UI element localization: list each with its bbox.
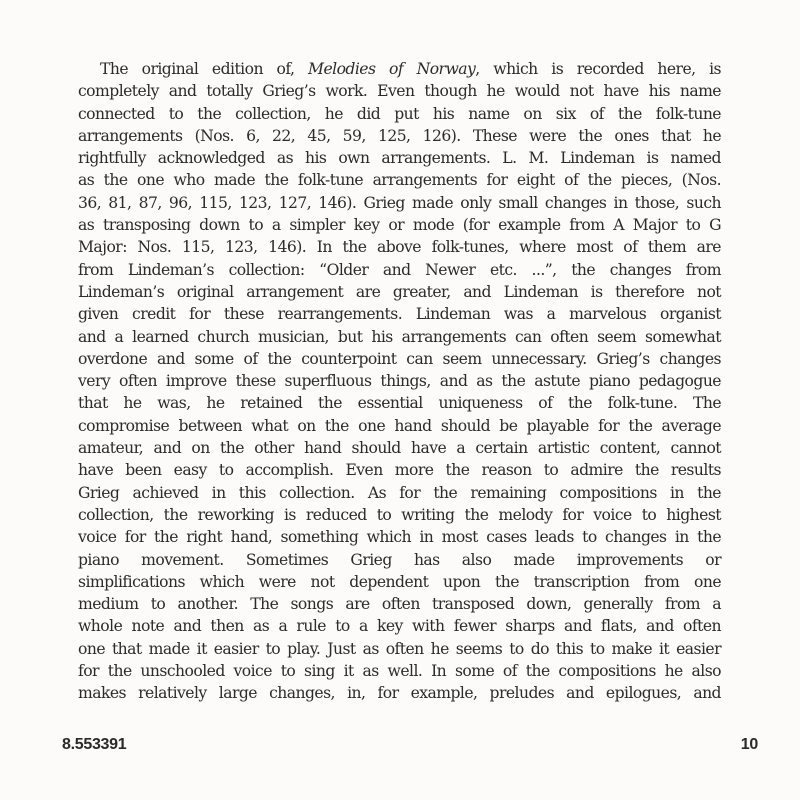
text-segment: Major: Nos. 115, 123, 146). In the above folk-tunes, where most of them are: [78, 238, 721, 257]
text-line: [78, 348, 721, 370]
text-segment: Grieg achieved in this collection. As for the remaining compositions in the: [78, 483, 721, 502]
text-line: [78, 660, 721, 682]
text-line: [78, 615, 721, 637]
text-line: [78, 482, 721, 504]
text-segment: makes relatively large changes, in, for example, preludes and epilogues, and: [78, 684, 721, 703]
text-segment: collection, the reworking is reduced to writing the melody for voice to highest: [78, 505, 721, 524]
text-line: [78, 80, 721, 102]
text-segment: medium to another. The songs are often transposed down, generally from a: [78, 595, 721, 614]
text-segment: , which is recorded here, is: [475, 60, 721, 78]
text-line: [78, 58, 721, 80]
text-line: [78, 214, 721, 236]
text-segment: given credit for these rearrangements. Lindeman was a marvelous organist: [78, 305, 721, 324]
text-line: [78, 281, 721, 303]
catalog-number: 8.553391: [62, 736, 127, 753]
text-line: [78, 526, 721, 548]
text-segment: one that made it easier to play. Just as often he seems to do this to make it easier: [78, 639, 721, 658]
text-line: [78, 437, 721, 459]
text-line: [78, 504, 721, 526]
text-segment: completely and totally Grieg’s work. Even though he would not have his name: [78, 82, 721, 101]
text-segment: piano movement. Sometimes Grieg has also made improvements or: [78, 550, 721, 569]
text-line: [78, 169, 721, 191]
text-line: [78, 147, 721, 169]
text-line: [78, 259, 721, 281]
text-segment: as the one who made the folk-tune arrangements for eight of the pieces, (Nos.: [78, 171, 721, 190]
text-segment: rightfully acknowledged as his own arrangements. L. M. Lindeman is named: [78, 149, 721, 168]
work-title: Melodies of Norway: [308, 60, 476, 78]
text-segment: that he was, he retained the essential uniqueness of the folk-tune. The: [78, 394, 721, 413]
text-line: [78, 192, 721, 214]
text-segment: simplifications which were not dependent upon the transcription from one: [78, 572, 721, 591]
text-segment: as transposing down to a simpler key or mode (for example from A Major to G: [78, 216, 721, 235]
text-line: [78, 236, 721, 258]
text-line: [78, 593, 721, 615]
text-segment: 36, 81, 87, 96, 115, 123, 127, 146). Grieg made only small changes in those, such: [78, 193, 721, 212]
text-line: [78, 549, 721, 571]
text-segment: The original edition of,: [100, 60, 309, 78]
text-segment: have been easy to accomplish. Even more the reason to admire the results: [78, 461, 721, 480]
text-line: [78, 682, 721, 704]
text-segment: compromise between what on the one hand should be playable for the average: [78, 416, 721, 435]
text-segment: and a learned church musician, but his arrangements can often seem somewhat: [78, 327, 721, 346]
text-segment: whole note and then as a rule to a key with fewer sharps and flats, and often: [78, 617, 721, 636]
text-line: [78, 459, 721, 481]
text-line: [78, 326, 721, 348]
text-line: [78, 370, 721, 392]
text-segment: overdone and some of the counterpoint can seem unnecessary. Grieg’s changes: [78, 349, 721, 368]
text-segment: amateur, and on the other hand should have a certain artistic content, cannot: [78, 439, 721, 458]
text-line: [78, 103, 721, 125]
text-segment: from Lindeman’s collection: “Older and Newer etc. ...”, the changes from: [78, 260, 721, 279]
text-line: [78, 638, 721, 660]
page-number: 10: [740, 736, 758, 753]
text-line: [78, 303, 721, 325]
text-segment: connected to the collection, he did put his name on six of the folk-tune: [78, 104, 721, 123]
text-line: [78, 125, 721, 147]
text-line: [78, 392, 721, 414]
text-line: [78, 571, 721, 593]
text-segment: for the unschooled voice to sing it as well. In some of the compositions he also: [78, 662, 721, 681]
text-line: [78, 415, 721, 437]
text-segment: arrangements (Nos. 6, 22, 45, 59, 125, 126). These were the ones that he: [78, 126, 721, 145]
text-segment: very often improve these superfluous things, and as the astute piano pedagogue: [78, 372, 721, 391]
body-paragraph: [78, 58, 721, 705]
text-segment: Lindeman’s original arrangement are greater, and Lindeman is therefore not: [78, 282, 721, 301]
text-segment: voice for the right hand, something which in most cases leads to changes in the: [78, 528, 721, 547]
